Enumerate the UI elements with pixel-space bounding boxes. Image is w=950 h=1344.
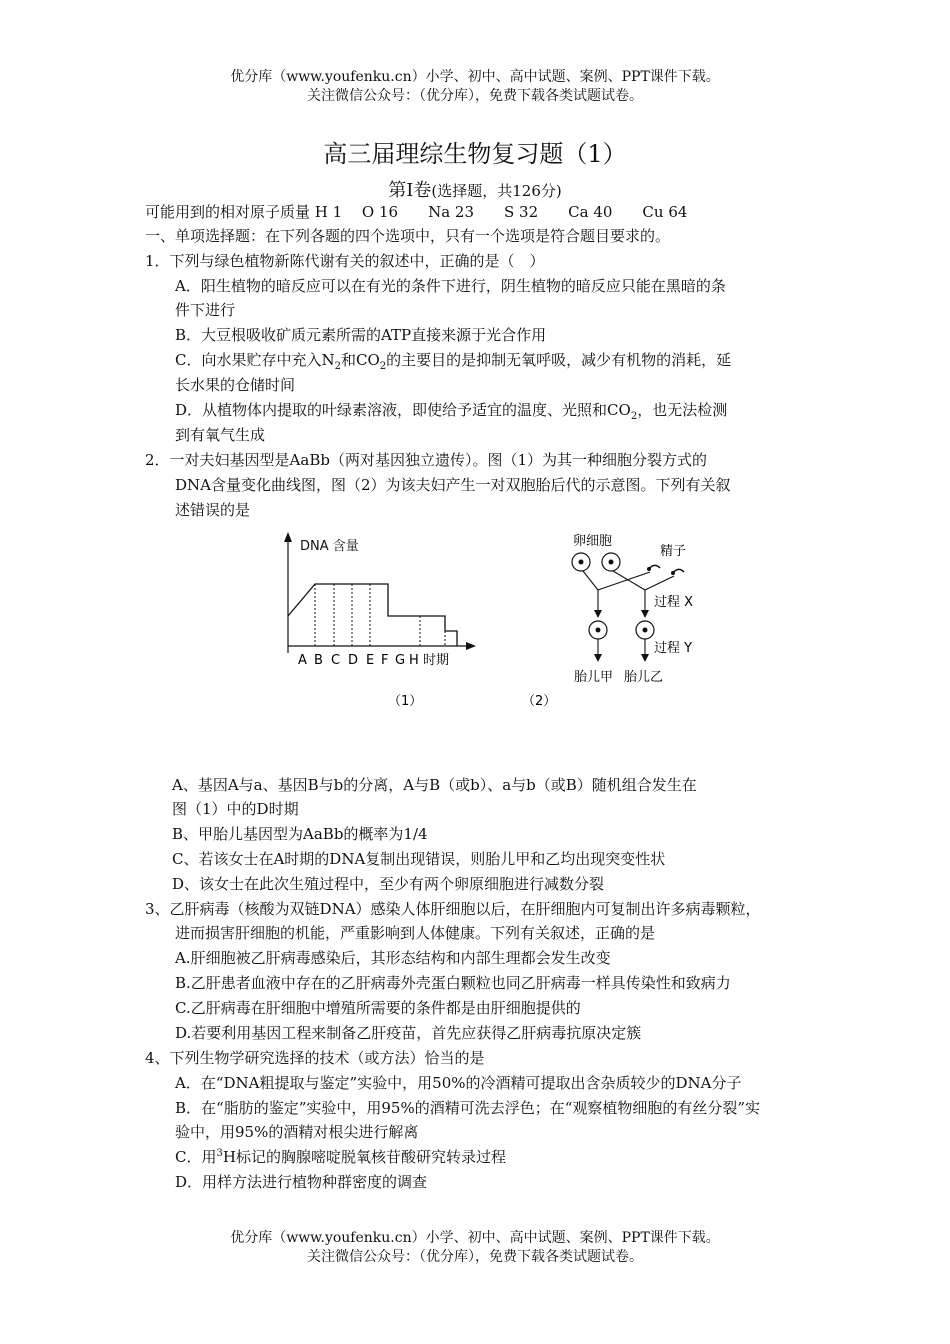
q1-option-a-line2: 件下进行 [175,301,236,319]
header-line-1: 优分库（www.youfenku.cn）小学、初中、高中试题、案例、PPT课件下载。 [230,69,720,85]
q2-option-c: C、若该女士在A时期的DNA复制出现错误，则胎儿甲和乙均出现突变性状 [172,850,666,868]
tick-d: D [348,653,359,668]
q4-stem: 4、下列生物学研究选择的技术（或方法）恰当的是 [145,1049,485,1067]
egg-cell-2 [602,553,620,571]
q4-c-sup: 3 [216,1148,223,1159]
q1-c-text-2: 和CO [340,351,380,369]
q3-stem-line1: 3、乙肝病毒（核酸为双链DNA）感染人体肝细胞以后，在肝细胞内可复制出许多病毒颗粒， [145,900,761,918]
fig1-xlabel: 时期 [423,653,450,668]
q2-option-a-line2: 图（1）中的D时期 [172,800,299,818]
q1-d-text-1: D．从植物体内提取的叶绿素溶液，即使给予适宜的温度、光照和CO [175,401,631,419]
q1-c-sub-1: 2 [334,361,341,372]
q1-c-text-3: 的主要目的是抑制无氧呼吸，减少有机物的消耗，延 [386,351,732,369]
sperm-1-head [647,567,651,571]
q3-stem-line2: 进而损害肝细胞的机能，严重影响到人体健康。下列有关叙述，正确的是 [175,924,656,942]
q3-option-b: B.乙肝患者血液中存在的乙肝病毒外壳蛋白颗粒也同乙肝病毒一样具传染性和致病力 [175,974,731,992]
fetus-b-label: 胎儿乙 [624,670,664,685]
tick-e: E [366,653,375,668]
q3-option-c: C.乙肝病毒在肝细胞中增殖所需要的条件都是由肝细胞提供的 [175,999,581,1017]
q2-stem-line1: 2．一对夫妇基因型是AaBb（两对基因独立遗传）。图（1）为其一种细胞分裂方式的 [145,451,707,469]
zygote-2 [636,621,654,639]
q2-option-b: B、甲胎儿基因型为AaBb的概率为1/4 [172,825,428,843]
egg-label: 卵细胞 [573,534,613,549]
tick-c: C [331,653,341,668]
arrow-x-right-icon [641,610,649,618]
arrow-y-left-icon [594,654,602,662]
q1-option-a-line1: A．阳生植物的暗反应可以在有光的条件下进行，阴生植物的暗反应只能在黑暗的条 [175,277,726,295]
process-x-label: 过程 X [654,595,694,610]
sperm-label: 精子 [660,544,687,559]
fusion-line-2 [598,572,650,590]
q4-option-b-line2: 验中，用95%的酒精对根尖进行解离 [175,1123,419,1141]
page-title: 高三届理综生物复习题（1） [323,140,627,168]
tick-f: F [381,653,389,668]
q1-option-d-line1 [175,399,727,421]
fusion-line-3 [613,571,645,590]
header-line-2: 关注微信公众号：（优分库），免费下载各类试题试卷。 [307,88,643,104]
y-axis-arrow-icon [284,532,292,542]
egg-cell-1 [572,553,590,571]
fig2-caption: （2） [522,694,557,709]
fusion-line-4 [645,576,674,590]
q2-option-d: D、该女士在此次生殖过程中，至少有两个卵原细胞进行减数分裂 [172,875,605,893]
zygote-1 [589,621,607,639]
q1-c-sub-2: 2 [379,361,387,372]
fig1-caption: （1） [388,694,423,709]
arrow-y-right-icon [641,654,649,662]
fetus-a-label: 胎儿甲 [574,670,614,685]
tick-g: G [395,653,406,668]
fusion-line-1 [583,571,598,590]
q1-option-d-line2: 到有氧气生成 [175,426,266,444]
q2-option-a-line1: A、基因A与a、基因B与b的分离，A与B（或b）、a与b（或B）随机组合发生在 [172,776,697,794]
subtitle-main: 第Ⅰ卷 [388,180,432,201]
q4-c-text-1: C．用 [175,1148,217,1166]
q1-stem: 1．下列与绿色植物新陈代谢有关的叙述中，正确的是（ ） [145,252,545,270]
q4-option-a: A．在“DNA粗提取与鉴定”实验中，用50%的冷酒精可提取出含杂质较少的DNA分子 [175,1074,742,1092]
tick-h: H [409,653,419,668]
twins-figure [522,528,740,713]
q2-stem-line2: DNA含量变化曲线图，图（2）为该夫妇产生一对双胞胎后代的示意图。下列有关叙 [175,476,731,494]
fig1-ylabel: DNA 含量 [300,539,359,554]
tick-b: B [314,653,323,668]
q4-c-text-2: H标记的胸腺嘧啶脱氧核苷酸研究转录过程 [222,1148,506,1166]
x-axis-arrow-icon [466,642,476,650]
dna-content-figure [270,528,490,713]
q1-d-text-2: ，也无法检测 [637,401,728,419]
q1-option-c-line2: 长水果的仓储时间 [175,376,296,394]
q4-option-d: D．用样方法进行植物种群密度的调查 [175,1173,428,1191]
q2-stem-line3: 述错误的是 [175,501,251,519]
sperm-2-head [671,571,675,575]
dna-curve [288,584,457,646]
q4-option-b-line1: B．在“脂肪的鉴定”实验中，用95%的酒精可洗去浮色；在“观察植物细胞的有丝分裂”实 [175,1099,761,1117]
process-y-label: 过程 Y [654,641,693,656]
q1-option-b: B．大豆根吸收矿质元素所需的ATP直接来源于光合作用 [175,326,547,344]
q1-d-sub: 2 [630,411,638,422]
subtitle-note: (选择题，共126分) [431,182,562,200]
q4-option-c [175,1146,506,1168]
q3-option-d: D.若要利用基因工程来制备乙肝疫苗，首先应获得乙肝病毒抗原决定簇 [175,1024,642,1042]
footer-line-1: 优分库（www.youfenku.cn）小学、初中、高中试题、案例、PPT课件下载。 [230,1230,720,1246]
section-heading: 一、单项选择题：在下列各题的四个选项中，只有一个选项是符合题目要求的。 [145,227,671,245]
atomic-mass-line: 可能用到的相对原子质量 H 1 O 16 Na 23 S 32 Ca 40 Cu 64 [145,203,688,221]
arrow-x-left-icon [594,610,602,618]
section-subtitle [0,176,950,202]
q1-c-text-1: C．向水果贮存中充入N [175,351,335,369]
q3-option-a: A.肝细胞被乙肝病毒感染后，其形态结构和内部生理都会发生改变 [175,949,611,967]
footer-line-2: 关注微信公众号：（优分库），免费下载各类试题试卷。 [307,1249,643,1265]
tick-a: A [298,653,307,668]
q1-option-c-line1 [175,349,731,371]
